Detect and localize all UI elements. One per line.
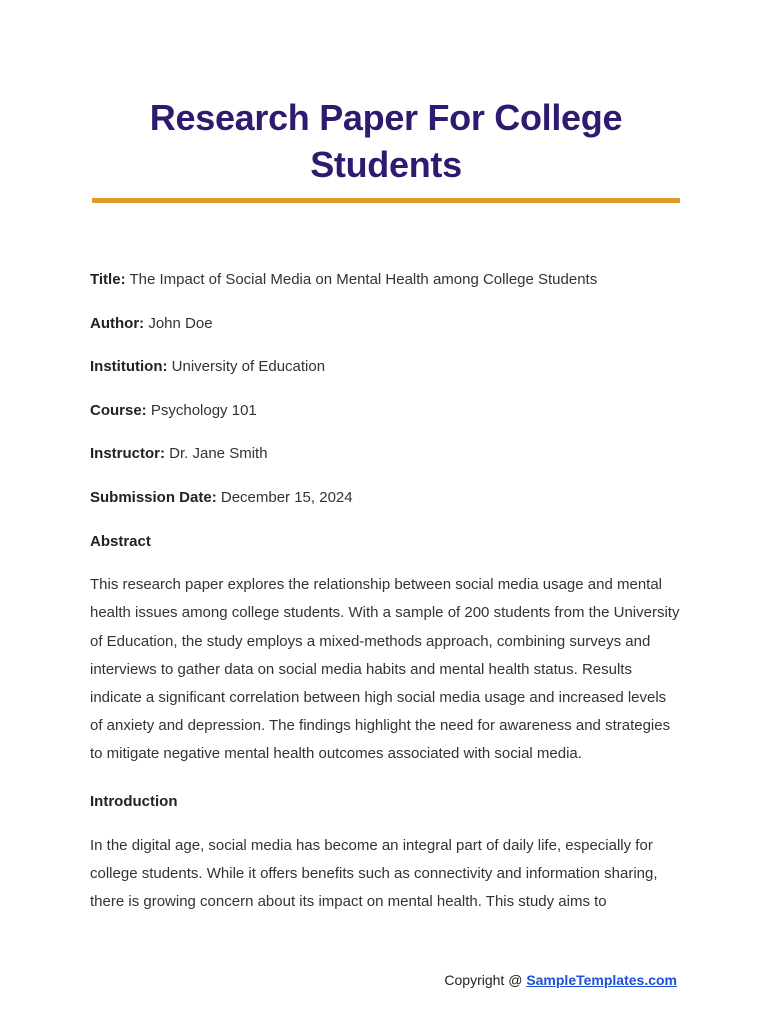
meta-instructor: [90, 444, 680, 464]
abstract-text: This research paper explores the relationship between social media usage and mental health issues among college students. With a sample of 200 students from the University of Education, the study employs a mixed-methods approach, combining surveys and interviews to gather data on social media habits and mental health status. Results indicate a significant correlation between high social media usage and increased levels of anxiety and depression. The findings highlight the need for awareness and strategies to mitigate negative mental health outcomes associated with social media.: [90, 576, 680, 763]
meta-author: [90, 314, 680, 334]
meta-title: [90, 270, 680, 290]
meta-label: Course:: [90, 401, 147, 419]
meta-label: Institution:: [90, 358, 168, 376]
meta-label: Title:: [90, 271, 126, 288]
meta-submission-date: [90, 488, 680, 508]
meta-value: The Impact of Social Media on Mental Health among College Students: [125, 271, 598, 288]
meta-value: John Doe: [144, 314, 213, 332]
abstract-heading: Abstract: [90, 532, 151, 550]
meta-course: [90, 401, 680, 421]
meta-value: Psychology 101: [146, 401, 257, 419]
page-title: Research Paper For College Students: [149, 97, 623, 185]
meta-label: Instructor:: [90, 445, 165, 463]
meta-label: Author:: [90, 314, 145, 332]
meta-value: December 15, 2024: [216, 488, 353, 506]
introduction-text: In the digital age, social media has become an integral part of daily life, especially for college students. While it offers benefits such as connectivity and information sharing, there is growing concern about its impact on mental health. This study aims to: [90, 836, 658, 911]
meta-value: Dr. Jane Smith: [165, 445, 268, 463]
document-body: [90, 270, 680, 940]
copyright-footer: [444, 972, 677, 988]
meta-label: Submission Date:: [90, 488, 217, 506]
meta-institution: [90, 357, 680, 377]
title-divider: [92, 198, 680, 203]
meta-value: University of Education: [167, 358, 326, 376]
copyright-text: Copyright @: [444, 972, 527, 988]
sampletemplates-link[interactable]: SampleTemplates.com: [526, 972, 677, 988]
introduction-heading: Introduction: [90, 793, 178, 811]
